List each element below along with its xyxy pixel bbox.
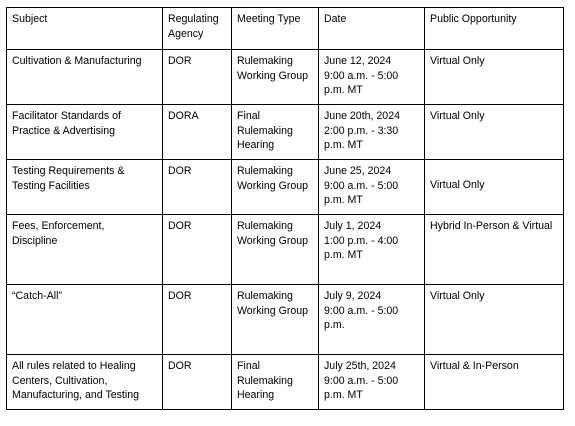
cell-meeting-type xyxy=(232,215,319,285)
cell-regulating-agency xyxy=(163,50,232,105)
table-body xyxy=(7,50,564,410)
table-row xyxy=(7,160,564,215)
cell-meeting-type-line: Working Group xyxy=(237,179,309,192)
cell-date-line: 9:00 a.m. - 5:00 xyxy=(324,69,399,82)
cell-public-opportunity xyxy=(425,160,564,215)
cell-public-opportunity-text: Hybrid In-Person & Virtual xyxy=(430,220,553,232)
cell-meeting-type xyxy=(232,355,319,410)
column-header-date xyxy=(319,8,425,50)
cell-subject xyxy=(7,50,163,105)
header-label: Date xyxy=(324,13,347,25)
cell-date-line: July 25th, 2024 xyxy=(324,360,396,372)
column-header-subject xyxy=(7,8,163,50)
cell-date xyxy=(319,105,425,160)
cell-subject xyxy=(7,285,163,355)
cell-subject-line: Practice & Advertising xyxy=(12,124,116,137)
cell-public-opportunity xyxy=(425,355,564,410)
cell-subject-line: Cultivation & Manufacturing xyxy=(12,55,142,67)
header-label: Subject xyxy=(12,13,48,25)
cell-regulating-agency xyxy=(163,105,232,160)
cell-subject-line: Fees, Enforcement, xyxy=(12,220,105,232)
cell-regulating-agency xyxy=(163,160,232,215)
cell-date-line: p.m. MT xyxy=(324,389,363,401)
cell-public-opportunity-text: Virtual Only xyxy=(430,290,485,302)
table-row xyxy=(7,50,564,105)
cell-subject-line: Manufacturing, and Testing xyxy=(12,389,140,401)
header-label: Public Opportunity xyxy=(430,13,517,25)
header-label: Regulating xyxy=(168,13,219,25)
cell-meeting-type xyxy=(232,285,319,355)
table-header-row xyxy=(7,8,564,50)
cell-public-opportunity xyxy=(425,285,564,355)
cell-date-line: 9:00 a.m. - 5:00 xyxy=(324,304,399,317)
cell-date-line: July 9, 2024 xyxy=(324,290,382,302)
cell-public-opportunity xyxy=(425,105,564,160)
cell-date xyxy=(319,215,425,285)
cell-date-line: p.m. MT xyxy=(324,139,363,151)
cell-meeting-type-line: Working Group xyxy=(237,69,309,82)
cell-meeting-type-line: Rulemaking xyxy=(237,165,293,177)
cell-date-line: p.m. MT xyxy=(324,249,363,261)
cell-regulating-agency-text: DOR xyxy=(168,165,192,177)
cell-meeting-type-line: Working Group xyxy=(237,234,309,247)
cell-regulating-agency-text: DOR xyxy=(168,220,192,232)
cell-date-line: p.m. MT xyxy=(324,84,363,96)
cell-meeting-type-line: Rulemaking xyxy=(237,220,293,232)
table-row xyxy=(7,285,564,355)
cell-subject-line: Testing Requirements & xyxy=(12,165,125,177)
cell-meeting-type xyxy=(232,160,319,215)
cell-meeting-type-line: Final xyxy=(237,110,260,122)
cell-meeting-type-line: Hearing xyxy=(237,389,275,401)
cell-date-line: 9:00 a.m. - 5:00 xyxy=(324,374,399,387)
cell-subject-line: Facilitator Standards of xyxy=(12,110,121,122)
cell-subject-line: All rules related to Healing xyxy=(12,360,136,372)
cell-public-opportunity-text: Virtual & In-Person xyxy=(430,360,519,372)
meeting-schedule-table xyxy=(6,7,564,410)
cell-date xyxy=(319,50,425,105)
cell-date-line: p.m. MT xyxy=(324,194,363,206)
cell-date-line: June 12, 2024 xyxy=(324,55,392,67)
cell-regulating-agency-text: DOR xyxy=(168,360,192,372)
cell-subject-line: Centers, Cultivation, xyxy=(12,374,108,387)
cell-meeting-type-line: Hearing xyxy=(237,139,275,151)
cell-meeting-type-line: Working Group xyxy=(237,304,309,317)
cell-regulating-agency xyxy=(163,355,232,410)
cell-regulating-agency xyxy=(163,215,232,285)
cell-meeting-type xyxy=(232,105,319,160)
cell-date xyxy=(319,285,425,355)
header-label-line2: Agency xyxy=(168,27,204,40)
cell-date-line: p.m. xyxy=(324,319,345,331)
cell-regulating-agency xyxy=(163,285,232,355)
cell-date-line: 1:00 p.m. - 4:00 xyxy=(324,234,399,247)
cell-public-opportunity xyxy=(425,215,564,285)
header-label: Meeting Type xyxy=(237,13,301,25)
cell-public-opportunity-text: Virtual Only xyxy=(430,179,485,191)
column-header-regulating-agency xyxy=(163,8,232,50)
cell-date-line: 2:00 p.m. - 3:30 xyxy=(324,124,399,137)
cell-regulating-agency-text: DOR xyxy=(168,290,192,302)
column-header-meeting-type xyxy=(232,8,319,50)
cell-subject xyxy=(7,215,163,285)
cell-regulating-agency-text: DORA xyxy=(168,110,199,122)
cell-public-opportunity xyxy=(425,50,564,105)
table-row xyxy=(7,215,564,285)
cell-meeting-type-line: Rulemaking xyxy=(237,374,293,387)
table-row xyxy=(7,105,564,160)
cell-date-line: July 1, 2024 xyxy=(324,220,382,232)
cell-regulating-agency-text: DOR xyxy=(168,55,192,67)
cell-subject-line: Discipline xyxy=(12,234,58,247)
cell-public-opportunity-text: Virtual Only xyxy=(430,110,485,122)
cell-subject xyxy=(7,160,163,215)
cell-subject-line: “Catch-All” xyxy=(12,290,63,302)
table-row xyxy=(7,355,564,410)
cell-public-opportunity-text: Virtual Only xyxy=(430,55,485,67)
cell-subject xyxy=(7,105,163,160)
cell-date-line: June 25, 2024 xyxy=(324,165,392,177)
cell-date xyxy=(319,355,425,410)
column-header-public-opportunity xyxy=(425,8,564,50)
cell-meeting-type xyxy=(232,50,319,105)
cell-date-line: June 20th, 2024 xyxy=(324,110,400,122)
cell-date xyxy=(319,160,425,215)
cell-date-line: 9:00 a.m. - 5:00 xyxy=(324,179,399,192)
cell-subject xyxy=(7,355,163,410)
cell-meeting-type-line: Rulemaking xyxy=(237,290,293,302)
cell-subject-line: Testing Facilities xyxy=(12,179,90,192)
cell-meeting-type-line: Rulemaking xyxy=(237,55,293,67)
cell-meeting-type-line: Rulemaking xyxy=(237,124,293,137)
cell-meeting-type-line: Final xyxy=(237,360,260,372)
